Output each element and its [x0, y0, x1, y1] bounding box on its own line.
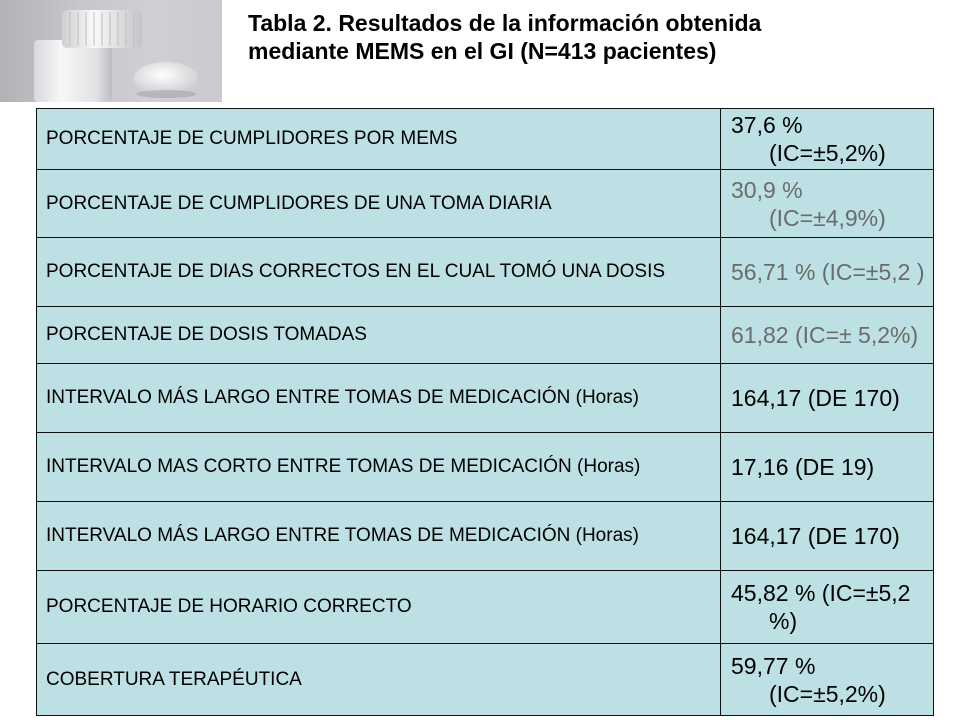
- row-label: PORCENTAJE DE DIAS CORRECTOS EN EL CUAL TOMÓ UNA DOSIS: [37, 238, 721, 307]
- table-row: [37, 307, 934, 364]
- row-value: 30,9 % (IC=±4,9%): [721, 170, 934, 238]
- table-row: [37, 502, 934, 571]
- row-value: 59,77 % (IC=±5,2%): [721, 644, 934, 716]
- row-label: PORCENTAJE DE DOSIS TOMADAS: [37, 307, 721, 364]
- table-row: [37, 364, 934, 433]
- row-value: 17,16 (DE 19): [721, 433, 934, 502]
- row-label: COBERTURA TERAPÉUTICA: [37, 644, 721, 716]
- row-value: 164,17 (DE 170): [721, 502, 934, 571]
- row-label: INTERVALO MÁS LARGO ENTRE TOMAS DE MEDICACIÓN (Horas): [37, 364, 721, 433]
- title-line-1: Tabla 2. Resultados de la información obtenida: [248, 10, 762, 36]
- row-value: 61,82 (IC=± 5,2%): [721, 307, 934, 364]
- results-table: [36, 108, 934, 716]
- row-value: 164,17 (DE 170): [721, 364, 934, 433]
- table-row: [37, 644, 934, 716]
- table-row: [37, 109, 934, 170]
- pill-bottle-photo: [0, 0, 222, 102]
- page-title: [248, 9, 948, 65]
- row-label: INTERVALO MÁS LARGO ENTRE TOMAS DE MEDICACIÓN (Horas): [37, 502, 721, 571]
- row-value: 45,82 % (IC=±5,2 %): [721, 571, 934, 644]
- row-value: 37,6 % (IC=±5,2%): [721, 109, 934, 170]
- title-line-2: mediante MEMS en el GI (N=413 pacientes): [248, 38, 717, 64]
- table-row: [37, 571, 934, 644]
- row-label: PORCENTAJE DE HORARIO CORRECTO: [37, 571, 721, 644]
- row-label: INTERVALO MAS CORTO ENTRE TOMAS DE MEDICACIÓN (Horas): [37, 433, 721, 502]
- table-row: [37, 170, 934, 238]
- row-label: PORCENTAJE DE CUMPLIDORES DE UNA TOMA DIARIA: [37, 170, 721, 238]
- table-row: [37, 238, 934, 307]
- row-label: PORCENTAJE DE CUMPLIDORES POR MEMS: [37, 109, 721, 170]
- row-value: 56,71 % (IC=±5,2 ): [721, 238, 934, 307]
- table-row: [37, 433, 934, 502]
